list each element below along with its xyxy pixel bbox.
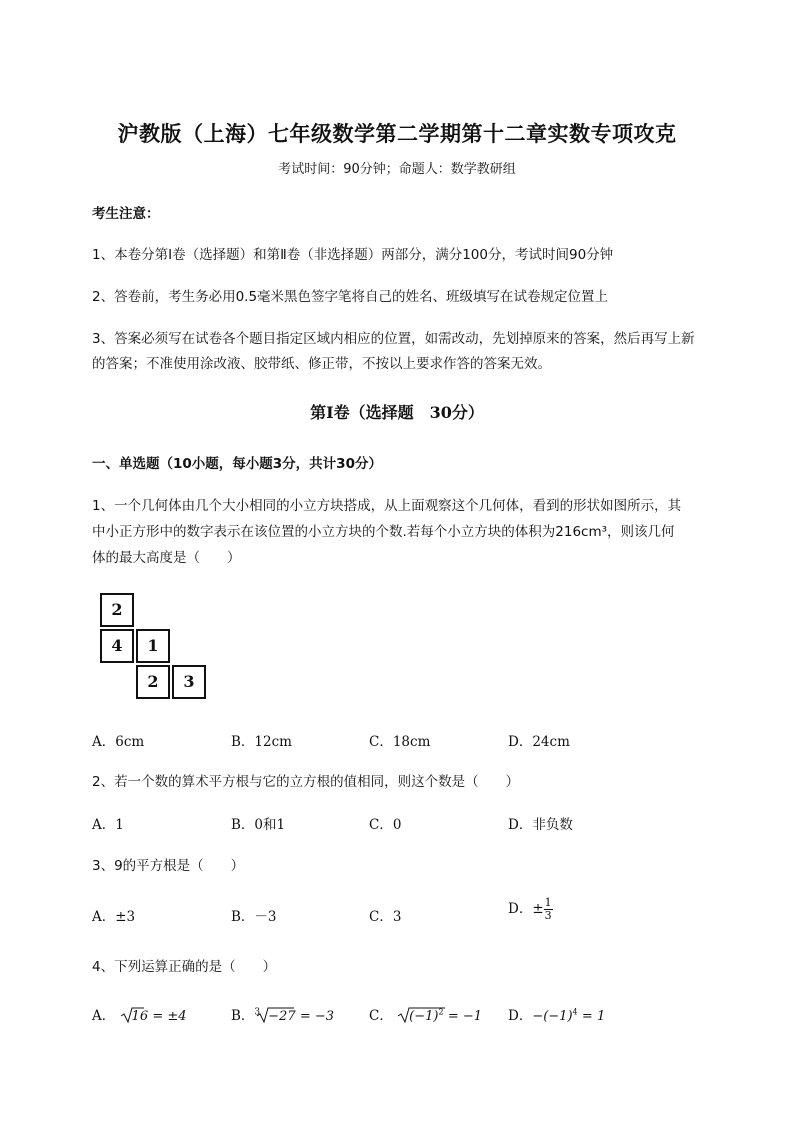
rhs: = ±4 <box>152 1009 187 1024</box>
radicand: 16 <box>131 1009 149 1024</box>
q1-option-c[interactable]: C．18cm <box>369 734 431 750</box>
notice-item-3-cont: 的答案；不准使用涂改液、胶带纸、修正带，不按以上要求作答的答案无效。 <box>92 356 551 372</box>
q1-option-d[interactable]: D．24cm <box>508 734 570 750</box>
q2-option-d[interactable]: D．非负数 <box>508 817 573 833</box>
grid-cell: 3 <box>172 665 206 699</box>
option-label: A． <box>92 1008 116 1024</box>
exponent: 2 <box>438 1007 444 1017</box>
q3-option-c[interactable]: C．3 <box>369 909 402 925</box>
notice-item-2: 2、答卷前，考生务必用0.5毫米黑色签字笔将自己的姓名、班级填写在试卷规定位置上 <box>92 289 609 305</box>
option-label: B． <box>231 1008 255 1024</box>
exponent: 4 <box>572 1007 578 1017</box>
grid-cell: 2 <box>100 593 134 627</box>
rhs: = −1 <box>447 1009 483 1024</box>
root-index: 3 <box>254 1007 261 1018</box>
q3-stem: 3、9的平方根是（ ） <box>92 858 245 874</box>
q1-option-a[interactable]: A．6cm <box>92 734 145 750</box>
page-title: 沪教版（上海）七年级数学第二学期第十二章实数专项攻克 <box>117 121 677 146</box>
q3-option-d[interactable] <box>508 897 553 922</box>
q1-option-b[interactable]: B．12cm <box>231 734 292 750</box>
q1-line-2: 中小正方形中的数字表示在该位置的小立方块的个数.若每个小立方块的体积为216cm³，则该几何 <box>92 524 675 540</box>
fraction-numerator: 1 <box>544 896 552 909</box>
q4-option-b[interactable] <box>231 1004 334 1024</box>
q1-line-1: 1、一个几何体由几个大小相同的小立方块搭成，从上面观察这个几何体，看到的形状如图所示，其 <box>92 498 682 514</box>
rhs: = −3 <box>299 1009 335 1024</box>
q2-option-c[interactable]: C．0 <box>369 817 402 833</box>
q4-option-a[interactable] <box>92 1004 187 1024</box>
q4-stem: 4、下列运算正确的是（ ） <box>92 959 277 975</box>
grid-cell: 4 <box>100 629 134 663</box>
q3-option-b[interactable]: B．－3 <box>231 909 277 925</box>
q4-option-c[interactable] <box>369 1004 482 1024</box>
radicand: −27 <box>268 1009 296 1024</box>
grid-cell: 2 <box>136 665 170 699</box>
q2-option-b[interactable]: B．0和1 <box>231 817 286 833</box>
expression: −(−1) <box>532 1009 573 1024</box>
part-heading: 一、单选题（10小题，每小题3分，共计30分） <box>92 456 382 472</box>
notice-item-1: 1、本卷分第I卷（选择题）和第Ⅱ卷（非选择题）两部分，满分100分，考试时间90分钟 <box>92 247 614 263</box>
q3-option-d-prefix: D．± <box>508 901 544 917</box>
q1-line-3: 体的最大高度是（ ） <box>92 550 241 566</box>
fraction <box>544 897 553 922</box>
option-label: D． <box>508 1008 533 1024</box>
grid-cell: 1 <box>136 629 170 663</box>
q4-option-d[interactable] <box>508 1004 605 1024</box>
notice-heading: 考生注意： <box>92 206 160 222</box>
q2-stem: 2、若一个数的算术平方根与它的立方根的值相同，则这个数是（ ） <box>92 774 520 790</box>
section-title: 第I卷（选择题 30分） <box>310 403 484 422</box>
fraction-denominator: 3 <box>544 909 552 922</box>
notice-item-3: 3、答案必须写在试卷各个题目指定区域内相应的位置，如需改动，先划掉原来的答案，然后再写上新 <box>92 331 695 347</box>
rhs: = 1 <box>581 1009 606 1024</box>
q2-option-a[interactable]: A．1 <box>92 817 124 833</box>
option-label: C． <box>369 1008 393 1024</box>
exam-info: 考试时间：90分钟；命题人：数学教研组 <box>278 162 516 177</box>
q3-option-a[interactable]: A．±3 <box>92 909 136 925</box>
radicand: (−1) <box>409 1009 439 1024</box>
